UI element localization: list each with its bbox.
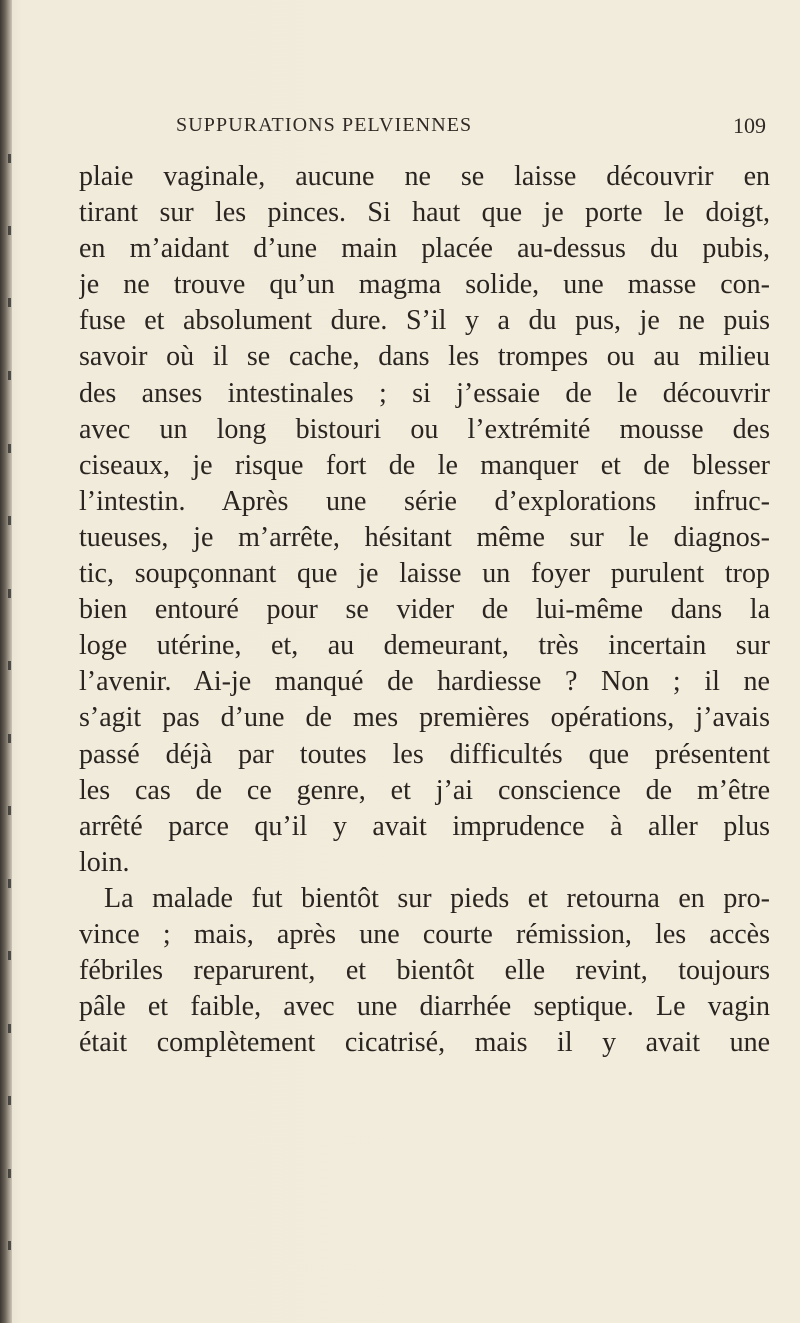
text-line: fébriles reparurent, et bientôt elle revint, toujours — [79, 955, 770, 987]
text-line: bien entouré pour se vider de lui-même dans la — [79, 594, 770, 626]
text-line: ciseaux, je risque fort de le manquer et de blesser — [79, 449, 770, 481]
text-line: était complètement cicatrisé, mais il y avait une — [79, 1027, 770, 1059]
text-line: vince ; mais, après une courte rémission, les accès — [79, 918, 770, 950]
text-line: les cas de ce genre, et j’ai conscience de m’être — [79, 774, 770, 806]
margin-mark — [8, 154, 11, 163]
text-line: savoir où il se cache, dans les trompes ou au milieu — [79, 341, 770, 373]
text-line: l’avenir. Ai-je manqué de hardiesse ? Non ; il ne — [79, 666, 770, 698]
text-line: loge utérine, et, au demeurant, très incertain sur — [79, 630, 770, 662]
running-head — [176, 114, 766, 142]
margin-mark — [8, 661, 11, 670]
margin-mark — [8, 516, 11, 525]
margin-mark — [8, 1024, 11, 1033]
text-line: s’agit pas d’une de mes premières opérations, j’avais — [79, 702, 770, 734]
text-line: l’intestin. Après une série d’explorations infruc- — [79, 485, 770, 517]
text-line: je ne trouve qu’un magma solide, une masse con- — [79, 269, 770, 301]
text-line: avec un long bistouri ou l’extrémité mousse des — [79, 413, 770, 445]
text-line: plaie vaginale, aucune ne se laisse découvrir en — [79, 161, 770, 192]
margin-mark — [8, 298, 11, 307]
body-text — [79, 159, 770, 1061]
margin-mark — [8, 589, 11, 598]
text-line: tic, soupçonnant que je laisse un foyer purulent trop — [79, 558, 770, 590]
text-line: pâle et faible, avec une diarrhée septique. Le vagin — [79, 991, 770, 1023]
text-line: des anses intestinales ; si j’essaie de le découvrir — [79, 377, 770, 409]
text-line: en m’aidant d’une main placée au-dessus du pubis, — [79, 233, 770, 265]
margin-mark — [8, 444, 11, 453]
margin-mark — [8, 734, 11, 743]
text-line: La malade fut bientôt sur pieds et retourna en pro- — [104, 882, 770, 914]
margin-mark — [8, 371, 11, 380]
page-number: 109 — [733, 113, 766, 138]
text-line: tirant sur les pinces. Si haut que je porte le doigt, — [79, 197, 770, 229]
margin-mark — [8, 879, 11, 888]
running-title: SUPPURATIONS PELVIENNES — [176, 114, 473, 136]
text-line: passé déjà par toutes les difficultés que présentent — [79, 738, 770, 770]
text-line: loin. — [79, 846, 130, 878]
margin-mark — [8, 951, 11, 960]
margin-mark — [8, 1169, 11, 1178]
margin-mark — [8, 806, 11, 815]
text-line: arrêté parce qu’il y avait imprudence à aller plus — [79, 810, 770, 842]
text-line: fuse et absolument dure. S’il y a du pus, je ne puis — [79, 305, 770, 337]
margin-mark — [8, 1096, 11, 1105]
text-line: tueuses, je m’arrête, hésitant même sur le diagnos- — [79, 521, 770, 553]
margin-mark — [8, 226, 11, 235]
margin-mark — [8, 1241, 11, 1250]
